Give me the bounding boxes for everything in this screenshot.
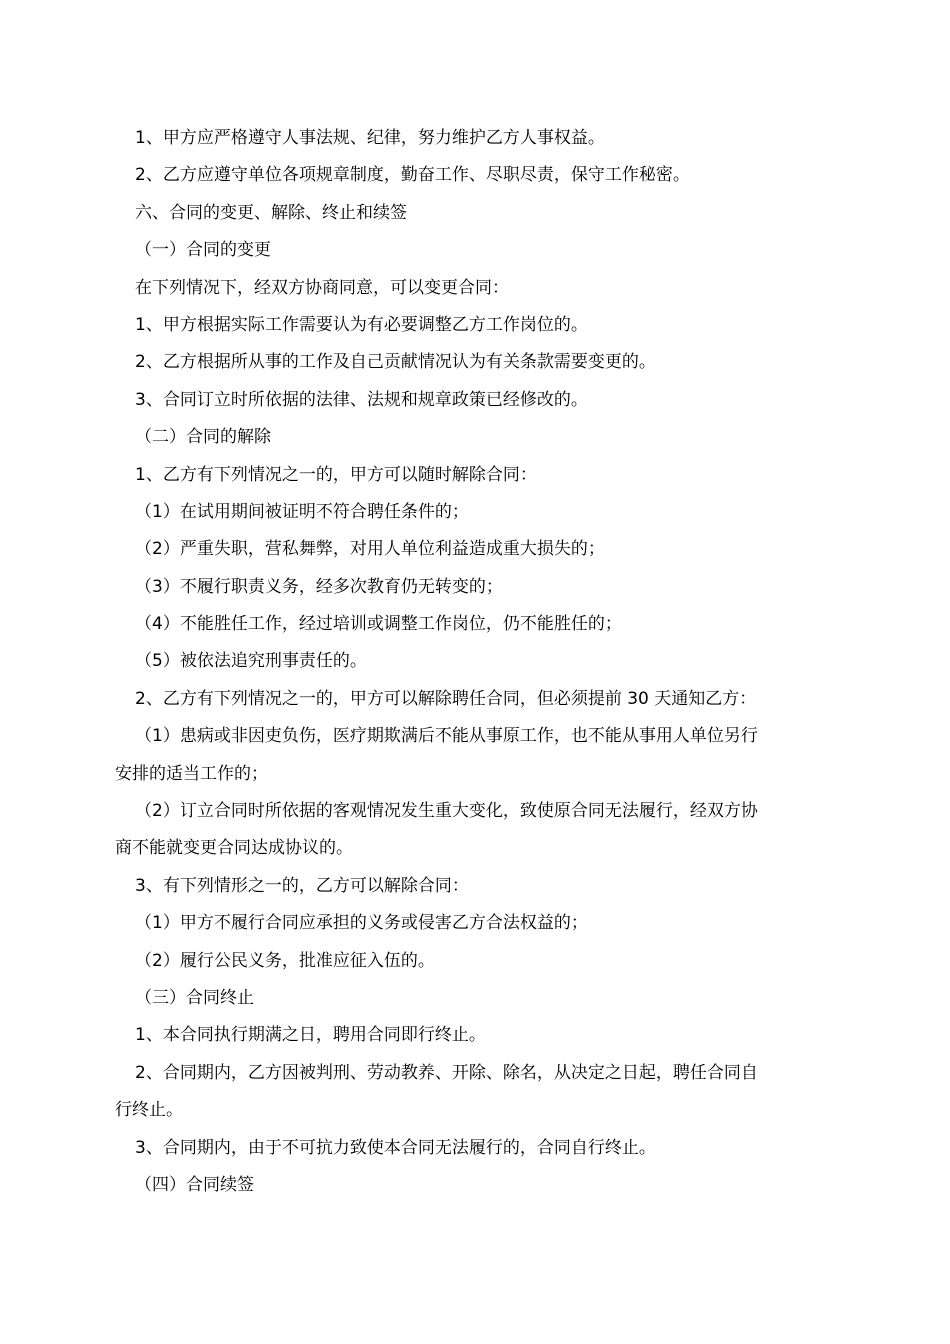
subsection-heading: （一）合同的变更 [135,240,271,261]
clause-text: 3、合同期内，由于不可抗力致使本合同无法履行的，合同自行终止。 [135,1137,656,1158]
clause-text: 2、合同期内，乙方因被判刑、劳动教养、开除、除名，从决定之日起，聘任合同自 [135,1062,758,1083]
clause-text: 3、有下列情形之一的，乙方可以解除合同： [135,875,469,896]
clause-text: 1、本合同执行期满之日，聘用合同即行终止。 [135,1025,486,1046]
document-body [115,120,835,1204]
list-item: （2）订立合同时所依据的客观情况发生重大变化，致使原合同无法履行，经双方协 [135,801,758,822]
clause-text: 3、合同订立时所依据的法律、法规和规章政策已经修改的。 [135,389,588,410]
clause-text: 2、乙方根据所从事的工作及自己贡献情况认为有关条款需要变更的。 [135,352,656,373]
section-heading: 六、合同的变更、解除、终止和续签 [135,202,407,223]
list-item: （4）不能胜任工作，经过培训或调整工作岗位，仍不能胜任的； [135,614,622,635]
paragraph-text: 在下列情况下，经双方协商同意，可以变更合同： [135,277,509,298]
subsection-heading: （四）合同续签 [135,1174,254,1195]
clause-text: 2、乙方有下列情况之一的，甲方可以解除聘任合同，但必须提前 30 天通知乙方： [135,688,757,709]
clause-continuation: 行终止。 [115,1100,183,1121]
list-item: （2）严重失职，营私舞弊，对用人单位利益造成重大损失的； [135,539,605,560]
list-item-continuation: 商不能就变更合同达成协议的。 [115,838,353,859]
list-item-continuation: 安排的适当工作的； [115,763,268,784]
list-item: （1）患病或非因吏负伤，医疗期欺满后不能从事原工作，也不能从事用人单位另行 [135,726,758,747]
clause-text: 2、乙方应遵守单位各项规章制度，勤奋工作、尽职尽责，保守工作秘密。 [135,165,690,186]
clause-text: 1、甲方根据实际工作需要认为有必要调整乙方工作岗位的。 [135,314,588,335]
list-item: （5）被依法追究刑事责任的。 [135,651,367,672]
clause-text: 1、乙方有下列情况之一的，甲方可以随时解除合同： [135,464,537,485]
list-item: （1）在试用期间被证明不符合聘任条件的； [135,501,469,522]
list-item: （1）甲方不履行合同应承担的义务或侵害乙方合法权益的； [135,913,588,934]
list-item: （3）不履行职责义务，经多次教育仍无转变的； [135,576,503,597]
subsection-heading: （三）合同终止 [135,987,254,1008]
subsection-heading: （二）合同的解除 [135,427,271,448]
clause-text: 1、甲方应严格遵守人事法规、纪律，努力维护乙方人事权益。 [135,128,605,148]
list-item: （2）履行公民义务，批准应征入伍的。 [135,950,435,971]
